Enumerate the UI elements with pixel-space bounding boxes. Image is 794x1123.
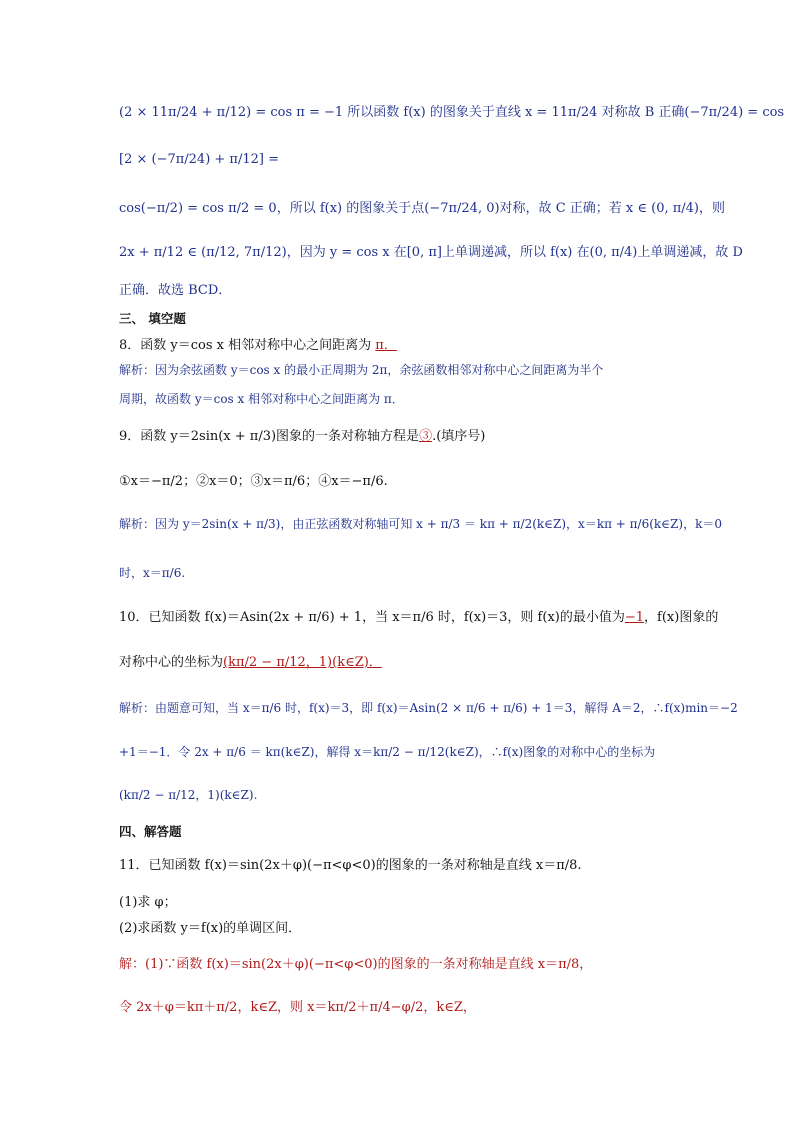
question-9-text: 9．函数 y＝2sin(x + π/3)图象的一条对称轴方程是 <box>119 429 420 444</box>
section-heading-answer: 四、解答题 <box>119 824 182 839</box>
explanation-10-line-2: +1＝−1．令 2x + π/6 ＝ kπ(k∈Z)，解得 x＝kπ/2 − π/12(k∈Z)，∴f(x)图象的对称中心的坐标为 <box>119 745 656 759</box>
question-10-text-2: 对称中心的坐标为 <box>119 655 224 670</box>
solution-line-3: cos(−π/2) = cos π/2 = 0，所以 f(x) 的图象关于点(−7π/24, 0)对称，故 C 正确；若 x ∈ (0, π/4)，则 <box>119 201 725 216</box>
question-10-suffix: ，f(x)图象的 <box>644 610 719 625</box>
question-9-options: ①x＝−π/2；②x＝0；③x＝π/6；④x＝−π/6. <box>119 474 388 489</box>
solution-line-5: 正确．故选 BCD． <box>119 283 232 298</box>
question-8 <box>119 336 397 356</box>
question-11-part-2: (2)求函数 y＝f(x)的单调区间． <box>119 921 302 936</box>
explanation-8-line-2: 周期，故函数 y＝cos x 相邻对称中心之间距离为 π． <box>119 392 404 406</box>
question-10-line-2 <box>119 653 382 673</box>
question-11: 11．已知函数 f(x)＝sin(2x＋φ)(−π<φ<0)的图象的一条对称轴是直线 x＝π/8. <box>119 858 582 873</box>
explanation-10-line-3: (kπ/2 − π/12，1)(k∈Z). <box>119 788 258 802</box>
question-10-line-1 <box>119 608 718 628</box>
question-8-text: 8．函数 y＝cos x 相邻对称中心之间距离为 <box>119 338 376 353</box>
question-9 <box>119 427 485 447</box>
question-9-answer: ③ <box>419 429 433 444</box>
question-9-suffix: .(填序号) <box>432 429 486 444</box>
section-heading-fill-in: 三、 填空题 <box>119 311 186 326</box>
question-11-part-1: (1)求 φ； <box>119 895 177 910</box>
solution-line-4: 2x + π/12 ∈ (π/12, 7π/12)，因为 y = cos x 在[0, π]上单调递减，所以 f(x) 在(0, π/4)上单调递减，故 D <box>119 245 743 260</box>
explanation-10-line-1: 解析：由题意可知，当 x＝π/6 时，f(x)＝3，即 f(x)＝Asin(2 × π/6 + π/6) + 1＝3，解得 A＝2，∴f(x)min＝−2 <box>119 701 738 715</box>
question-8-answer: π． <box>375 338 397 353</box>
question-10-answer-2: (kπ/2 − π/12，1)(k∈Z)． <box>223 655 382 670</box>
solution-line-1: (2 × 11π/24 + π/12) = cos π = −1 所以函数 f(x) 的图象关于直线 x = 11π/24 对称故 B 正确(−7π/24) = cos <box>119 105 785 120</box>
question-10-text: 10．已知函数 f(x)＝Asin(2x + π/6) + 1，当 x＝π/6 时，f(x)＝3，则 f(x)的最小值为 <box>119 610 625 625</box>
explanation-9-line-2: 时，x＝π/6. <box>119 566 186 580</box>
solution-11-line-1: 解：(1)∵函数 f(x)＝sin(2x＋φ)(−π<φ<0)的图象的一条对称轴是直线 x＝π/8， <box>119 957 593 972</box>
solution-11-line-2: 令 2x＋φ＝kπ＋π/2，k∈Z，则 x＝kπ/2＋π/4−φ/2，k∈Z， <box>119 1000 476 1015</box>
explanation-8-line-1: 解析：因为余弦函数 y＝cos x 的最小正周期为 2π，余弦函数相邻对称中心之间距离为半个 <box>119 363 604 377</box>
solution-line-2: [2 × (−7π/24) + π/12] = <box>119 152 279 167</box>
explanation-9-line-1: 解析：因为 y＝2sin(x + π/3)，由正弦函数对称轴可知 x + π/3 ＝ kπ + π/2(k∈Z)，x＝kπ + π/6(k∈Z)，k＝0 <box>119 517 722 531</box>
question-10-answer-1: −1 <box>624 610 645 625</box>
